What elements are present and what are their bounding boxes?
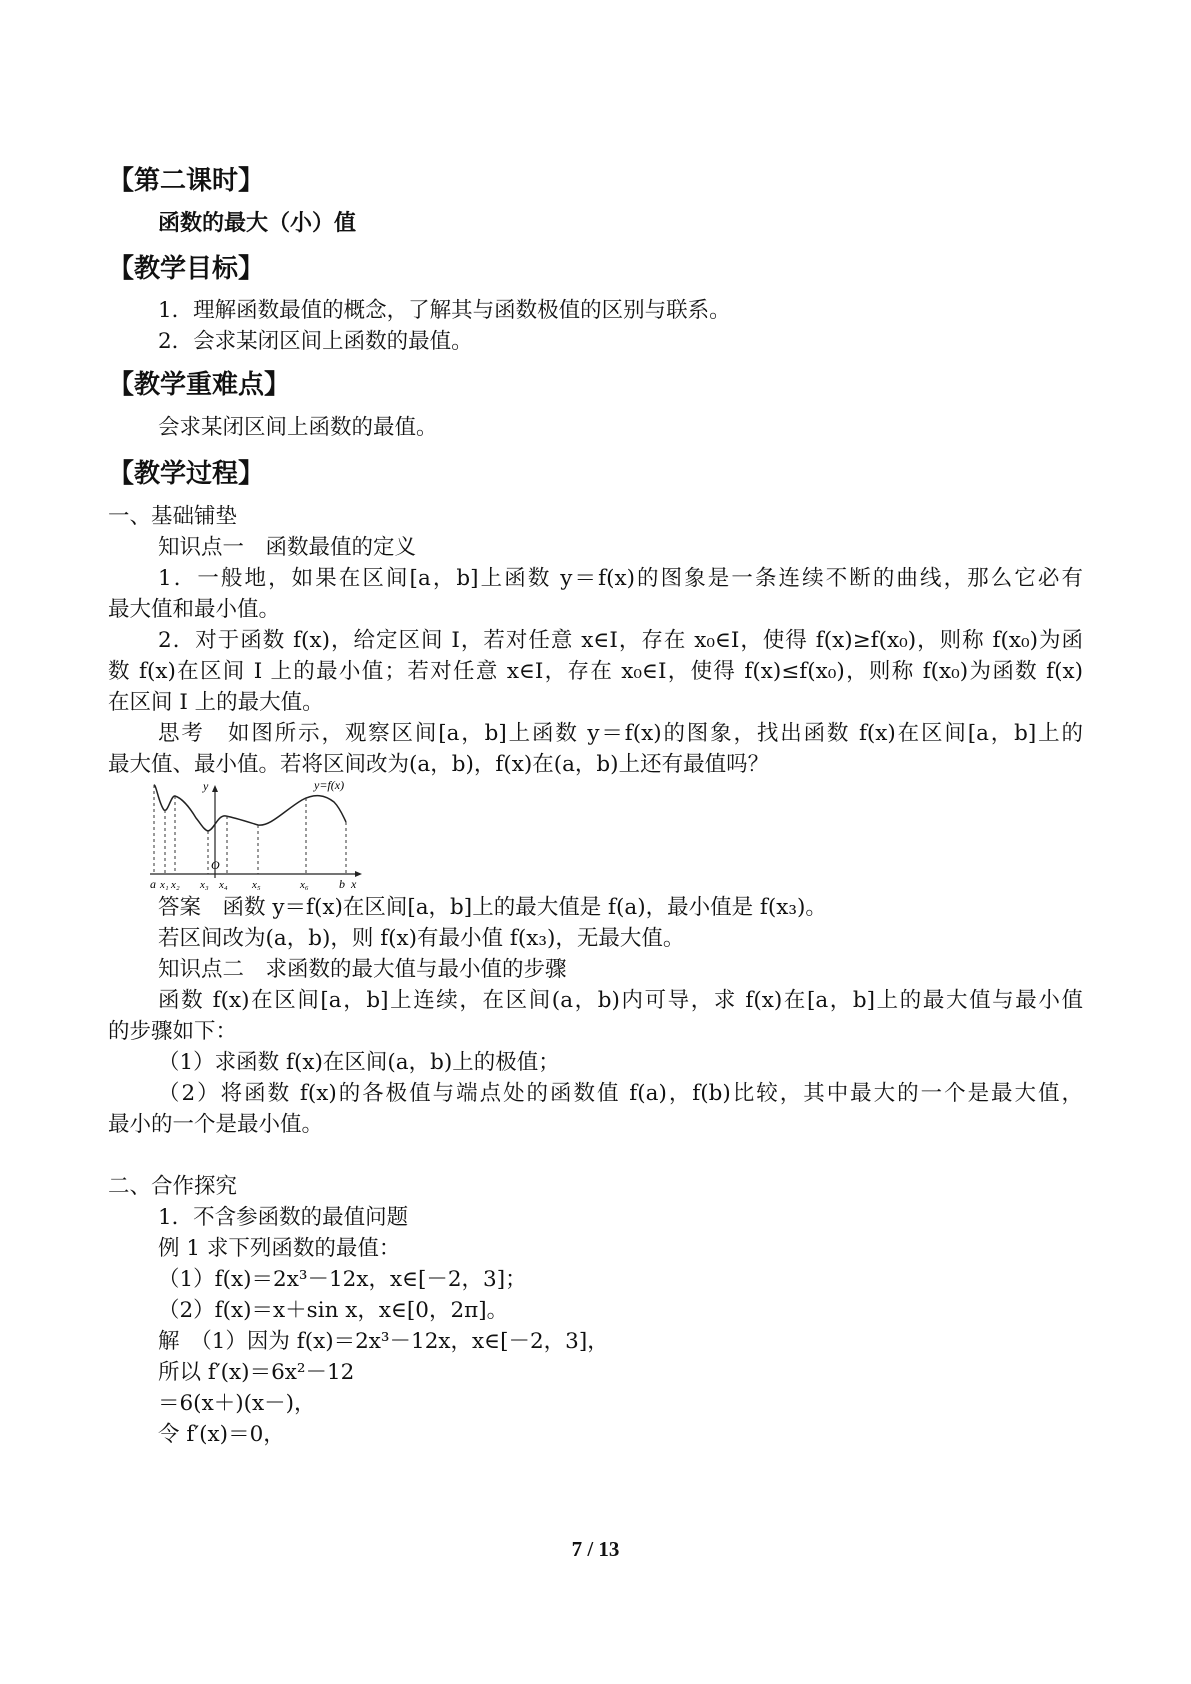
solution-line: 解 （1）因为 f(x)＝2x³－12x，x∈[－2，3]， <box>158 1329 609 1354</box>
paragraph-line: 的步骤如下： <box>108 1019 238 1044</box>
tick-label-x5: x₅ <box>252 879 261 891</box>
step-line: （1）求函数 f(x)在区间(a，b)上的极值； <box>158 1050 560 1075</box>
paragraph-line: 函数 f(x)在区间[a，b]上连续，在区间(a，b)内可导，求 f(x)在[a，b]上的最大值与最小值 <box>158 988 1083 1013</box>
step-line: 最小的一个是最小值。 <box>108 1112 324 1137</box>
example-item: （1）f(x)＝2x³－12x，x∈[－2，3]； <box>158 1267 527 1292</box>
solution-line: 所以 f′(x)＝6x²－12 <box>158 1360 355 1385</box>
example-item: （2）f(x)＝x＋sin x，x∈[0，2π]。 <box>158 1298 509 1323</box>
tick-label-x4: x₄ <box>219 879 228 891</box>
think-question-line: 思考 如图所示，观察区间[a，b]上函数 y＝f(x)的图象，找出函数 f(x)在区间[a，b]上的 <box>158 721 1083 746</box>
paragraph-line: 在区间 I 上的最大值。 <box>108 690 324 715</box>
solution-line: 令 f′(x)＝0， <box>158 1422 285 1447</box>
page-number: 7 / 13 <box>571 1537 620 1561</box>
lesson-heading: 【第二课时】 <box>108 166 265 196</box>
section-title: 一、基础铺垫 <box>108 504 238 529</box>
section-title: 二、合作探究 <box>108 1174 238 1199</box>
topic-title: 1．不含参函数的最值问题 <box>158 1205 409 1230</box>
lesson-title: 函数的最大（小）值 <box>158 211 357 236</box>
tick-label-x1: x₁ <box>160 879 169 891</box>
function-curve <box>154 785 346 831</box>
objective-item: 1．理解函数最值的概念，了解其与函数极值的区别与联系。 <box>158 298 731 323</box>
objective-item: 2．会求某闭区间上函数的最值。 <box>158 329 473 354</box>
think-question-line: 最大值、最小值。若将区间改为(a，b)，f(x)在(a，b)上还有最值吗？ <box>108 752 770 777</box>
y-axis-label: y <box>203 780 209 793</box>
curve-label: y=f(x) <box>314 780 345 792</box>
step-line: （2）将函数 f(x)的各极值与端点处的函数值 f(a)，f(b)比较，其中最大的一个是最大值， <box>158 1081 1083 1106</box>
answer-line: 若区间改为(a，b)，则 f(x)有最小值 f(x₃)，无最大值。 <box>158 926 685 951</box>
paragraph-line: 2．对于函数 f(x)，给定区间 I，若对任意 x∈I，存在 x₀∈I，使得 f(x)≥f(x₀)，则称 f(x₀)为函 <box>158 628 1083 653</box>
answer-line: 答案 函数 y＝f(x)在区间[a，b]上的最大值是 f(a)，最小值是 f(x₃)。 <box>158 895 827 920</box>
tick-label-b: b <box>339 877 345 891</box>
key-points-text: 会求某闭区间上函数的最值。 <box>158 415 438 440</box>
function-graph-figure <box>150 780 380 892</box>
x-axis-label: x <box>351 877 357 891</box>
tick-label-x3: x₃ <box>200 879 209 891</box>
key-points-heading: 【教学重难点】 <box>108 370 291 400</box>
paragraph-line: 1．一般地，如果在区间[a，b]上函数 y＝f(x)的图象是一条连续不断的曲线，那么它必有 <box>158 566 1083 591</box>
example-title: 例 1 求下列函数的最值： <box>158 1236 401 1261</box>
knowledge-point-title: 知识点二 求函数的最大值与最小值的步骤 <box>158 957 567 982</box>
knowledge-point-title: 知识点一 函数最值的定义 <box>158 535 417 560</box>
tick-label-a: a <box>150 877 156 891</box>
dashed-guides <box>154 785 346 874</box>
y-axis-arrow <box>212 785 218 792</box>
paragraph-line: 最大值和最小值。 <box>108 597 281 622</box>
tick-label-x2: x₂ <box>171 879 180 891</box>
tick-label-x6: x₆ <box>300 879 309 891</box>
objectives-heading: 【教学目标】 <box>108 254 265 284</box>
paragraph-line: 数 f(x)在区间 I 上的最小值；若对任意 x∈I，存在 x₀∈I，使得 f(x)≤f(x₀)，则称 f(x₀)为函数 f(x) <box>108 659 1083 684</box>
solution-line: ＝6(x＋)(x－)， <box>158 1391 316 1416</box>
process-heading: 【教学过程】 <box>108 459 265 489</box>
origin-label: O <box>211 858 220 872</box>
